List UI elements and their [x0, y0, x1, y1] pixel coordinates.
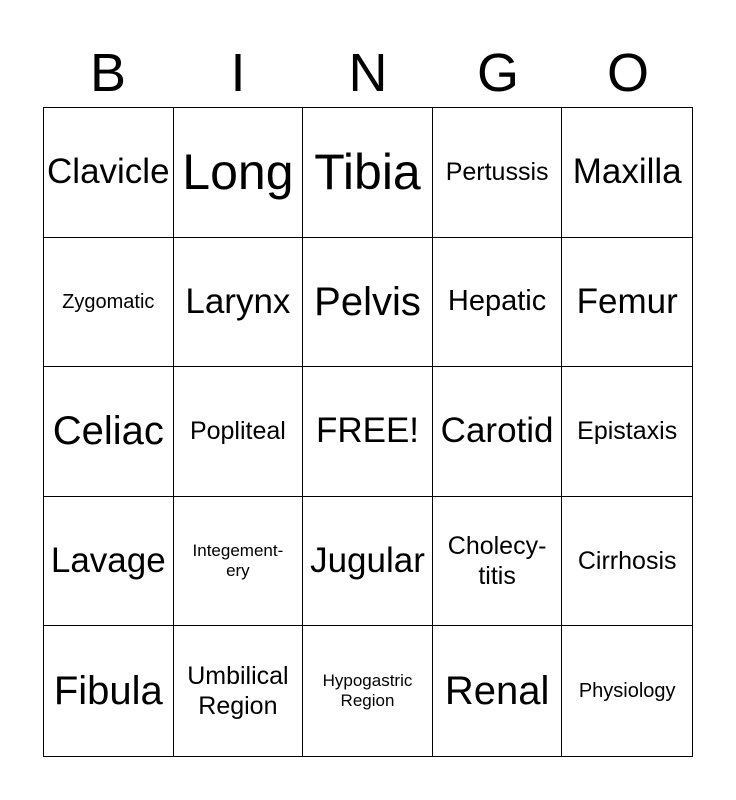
header-letter-i: I [230, 43, 246, 103]
free-space-label: FREE! [315, 411, 420, 451]
cell-label: Celiac [52, 409, 164, 454]
cell-label: Pelvis [314, 279, 421, 324]
header-letter-n: N [348, 43, 388, 103]
bingo-cell[interactable] [174, 108, 304, 238]
bingo-cell[interactable] [44, 626, 174, 756]
cell-label: Long [182, 144, 294, 201]
bingo-cell[interactable] [433, 108, 563, 238]
bingo-cell[interactable] [433, 238, 563, 368]
cell-label: Renal [444, 669, 550, 714]
bingo-cell[interactable] [433, 626, 563, 756]
bingo-cell[interactable] [303, 238, 433, 368]
bingo-cell[interactable] [303, 108, 433, 238]
cell-label: Lavage [50, 541, 166, 581]
bingo-cell[interactable] [433, 367, 563, 497]
bingo-cell[interactable] [44, 238, 174, 368]
cell-label: Clavicle [47, 152, 170, 192]
cell-label: Fibula [53, 669, 163, 714]
bingo-cell[interactable] [174, 626, 304, 756]
cell-label: Pertussis [445, 158, 549, 187]
cell-label: Umbilical Region [187, 662, 289, 721]
bingo-board [43, 107, 693, 757]
cell-label: Popliteal [189, 417, 286, 446]
cell-label: Integement- ery [192, 540, 284, 581]
bingo-cell[interactable] [562, 238, 692, 368]
cell-label: Physiology [578, 680, 676, 703]
cell-label: Maxilla [572, 152, 682, 192]
free-space-cell[interactable] [303, 367, 433, 497]
cell-label: Femur [576, 281, 678, 321]
header-letter-g: G [476, 43, 519, 103]
bingo-cell[interactable] [174, 238, 304, 368]
cell-label: Hepatic [447, 285, 547, 318]
cell-label: Carotid [440, 411, 554, 451]
cell-label: Tibia [314, 144, 421, 201]
cell-label: Epistaxis [577, 417, 678, 446]
cell-label: Zygomatic [62, 290, 155, 313]
bingo-cell[interactable] [174, 367, 304, 497]
bingo-cell[interactable] [44, 497, 174, 627]
bingo-cell[interactable] [44, 367, 174, 497]
cell-label: Jugular [310, 541, 425, 581]
cell-label: Cirrhosis [577, 547, 677, 576]
header-letter-b: B [89, 43, 127, 103]
bingo-cell[interactable] [562, 367, 692, 497]
cell-label: Larynx [185, 281, 291, 321]
header-letter-o: O [606, 43, 649, 103]
cell-label: Hypogastric Region [322, 670, 413, 711]
bingo-cell[interactable] [562, 497, 692, 627]
bingo-cell[interactable] [174, 497, 304, 627]
bingo-header [43, 40, 693, 106]
cell-label: Cholecy- titis [447, 532, 547, 591]
bingo-cell[interactable] [562, 626, 692, 756]
bingo-cell[interactable] [303, 497, 433, 627]
bingo-cell[interactable] [303, 626, 433, 756]
bingo-cell[interactable] [562, 108, 692, 238]
bingo-cell[interactable] [44, 108, 174, 238]
bingo-cell[interactable] [433, 497, 563, 627]
